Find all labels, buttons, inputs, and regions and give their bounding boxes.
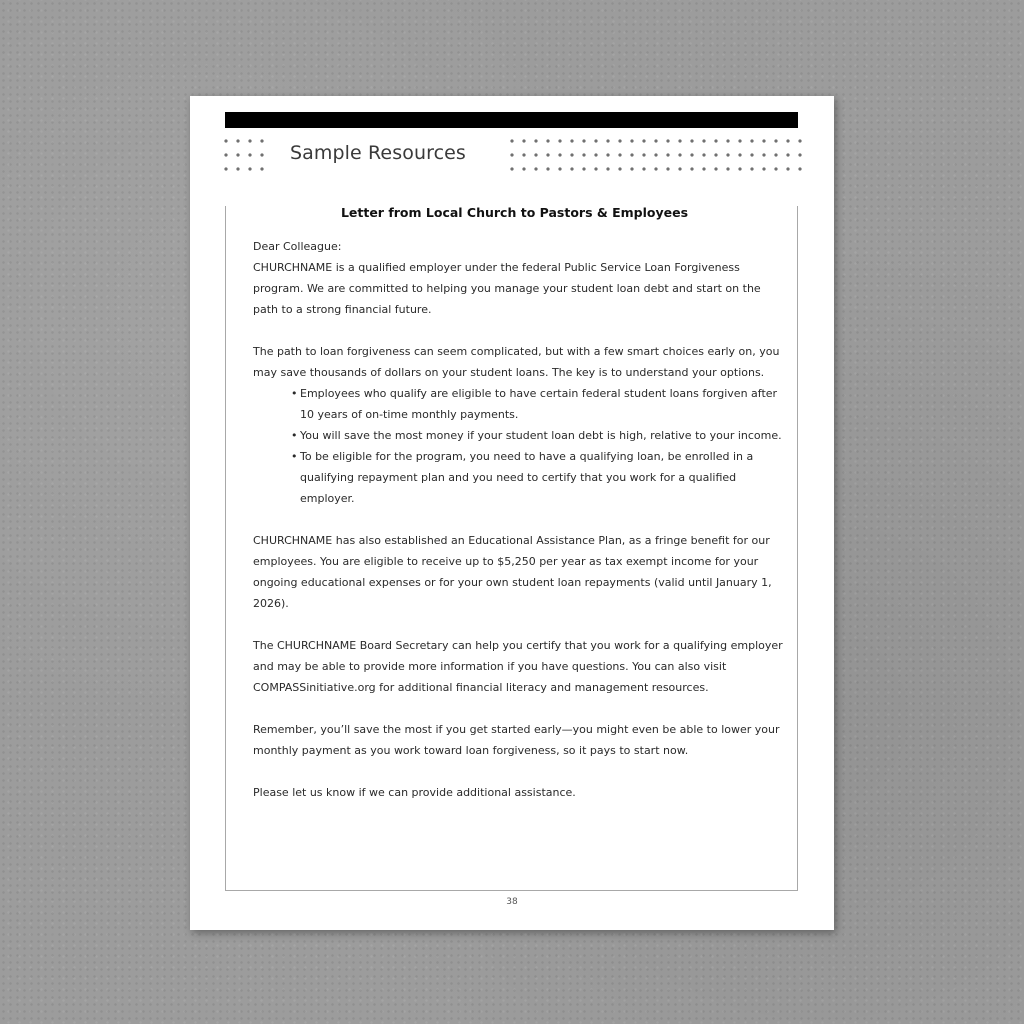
header-bar (225, 112, 798, 128)
list-item-text: Employees who qualify are eligible to have certain federal student loans forgiven after 10 years of on-time monthly payments. (300, 387, 778, 421)
paragraph-1: CHURCHNAME is a qualified employer under the federal Public Service Loan Forgiveness program. We are committed to helping you manage your student loan debt and start on the path to a strong financial future. (253, 261, 761, 316)
document-page (190, 96, 834, 930)
bullet-icon: • (291, 429, 298, 442)
paragraph-6: Please let us know if we can provide additional assistance. (253, 786, 576, 799)
dot-pattern-left (220, 134, 272, 176)
paragraph-spacer (253, 509, 783, 530)
paragraph-spacer (253, 698, 783, 719)
list-item-text: To be eligible for the program, you need to have a qualifying loan, be enrolled in a qualifying repayment plan and you need to certify that you work for a qualified employer. (300, 450, 754, 505)
page-number: 38 (506, 897, 518, 907)
list-item (291, 425, 783, 446)
paragraph-spacer (253, 320, 783, 341)
dot-pattern-right (506, 134, 802, 176)
paragraph-5: Remember, you’ll save the most if you get started early—you might even be able to lower your monthly payment as you work toward loan forgiveness, so it pays to start now. (253, 723, 780, 757)
bullet-list (253, 383, 783, 509)
list-item (291, 446, 783, 509)
letter-title: Letter from Local Church to Pastors & Employees (340, 205, 689, 220)
list-item (291, 383, 783, 425)
bullet-icon: • (291, 387, 298, 400)
paragraph-4: The CHURCHNAME Board Secretary can help you certify that you work for a qualifying employer and may be able to provide more information if you have questions. You can also visit COMPASSinitiative.org for additional financial literacy and management resources. (253, 639, 783, 694)
paragraph-spacer (253, 761, 783, 782)
salutation: Dear Colleague: (253, 240, 342, 253)
section-title: Sample Resources (290, 142, 466, 164)
paragraph-spacer (253, 614, 783, 635)
list-item-text: You will save the most money if your student loan debt is high, relative to your income. (300, 429, 782, 442)
paragraph-3: CHURCHNAME has also established an Educational Assistance Plan, as a fringe benefit for our employees. You are eligible to receive up to $5,250 per year as tax exempt income for your ongoing educational expenses or for your own student loan repayments (valid until January 1, 2026). (253, 534, 772, 610)
letter-body (253, 204, 783, 803)
paragraph-2: The path to loan forgiveness can seem complicated, but with a few smart choices early on, you may save thousands of dollars on your student loans. The key is to understand your options. (253, 345, 780, 379)
bullet-icon: • (291, 450, 298, 463)
